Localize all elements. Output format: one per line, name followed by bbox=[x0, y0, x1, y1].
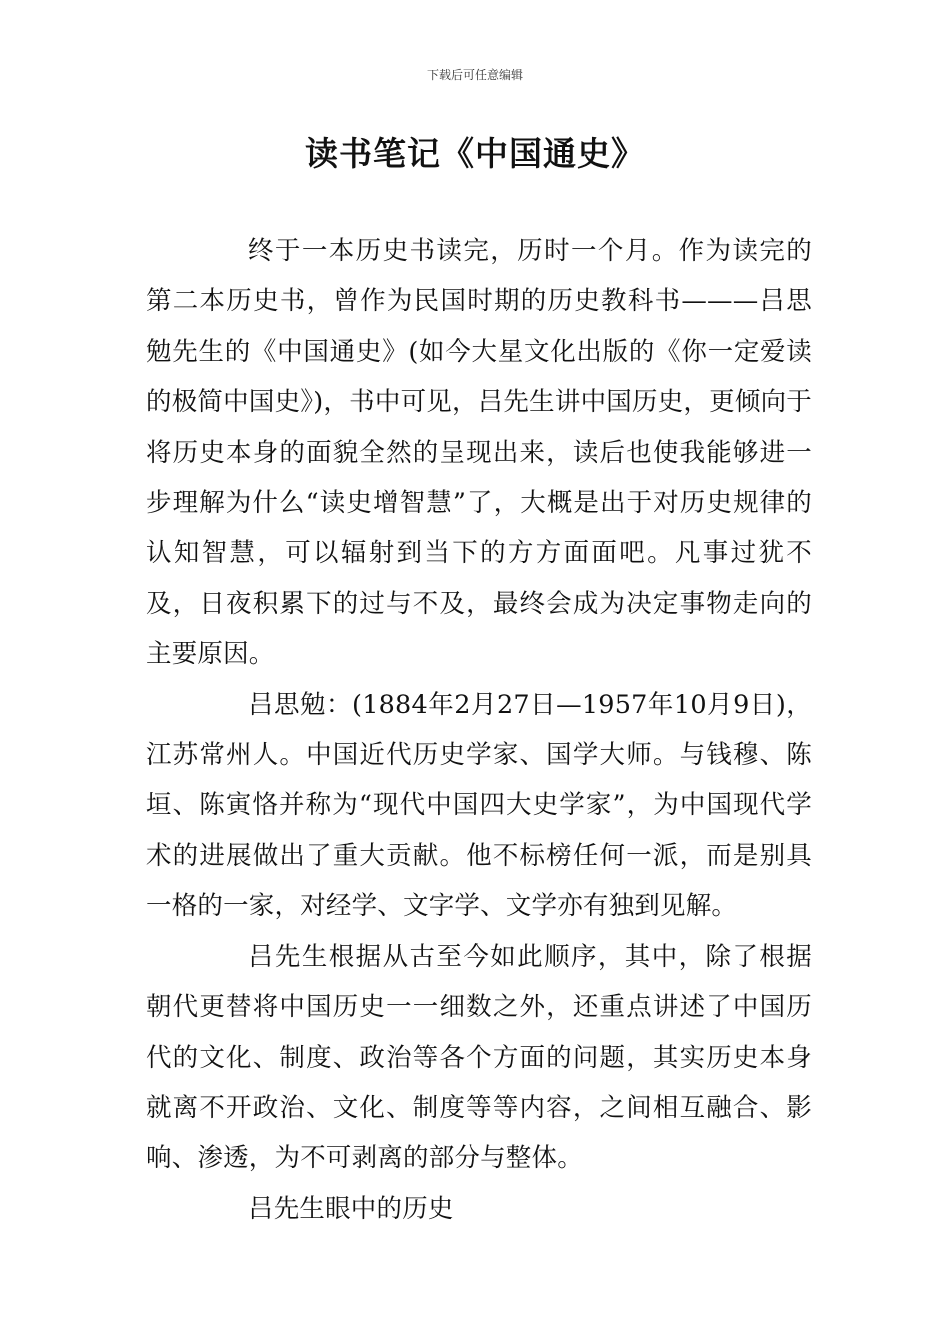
paragraph-section-heading: 吕先生眼中的历史 bbox=[248, 1193, 454, 1224]
paragraph-book-structure: 吕先生根据从古至今如此顺序，其中，除了根据朝代更替将中国历史一一细数之外，还重点讲述了中国历代的文化、制度、政治等各个方面的问题，其实历史本身就离不开政治、文化、制度等等内容，之间相互融合、影响、渗透，为不可剥离的部分与整体。 bbox=[146, 941, 812, 1174]
document-title: 读书笔记《中国通史》 bbox=[305, 134, 645, 173]
paragraph-intro: 终于一本历史书读完，历时一个月。作为读完的第二本历史书，曾作为民国时期的历史教科书———吕思勉先生的《中国通史》(如今大星文化出版的《你一定爱读的极简中国史》)，书中可见，吕先生讲中国历史，更倾向于将历史本身的面貌全然的呈现出来，读后也使我能够进一步理解为什么“读史增智慧”了，大概是出于对历史规律的认知智慧，可以辐射到当下的方方面面吧。凡事过犹不及，日夜积累下的过与不及，最终会成为决定事物走向的主要原因。 bbox=[146, 236, 812, 670]
document-body bbox=[146, 226, 812, 1234]
header-note: 下载后可任意编辑 bbox=[426, 68, 523, 82]
paragraph-author-bio: 吕思勉：(1884年2月27日—1957年10月9日)，江苏常州人。中国近代历史学家、国学大师。与钱穆、陈垣、陈寅恪并称为“现代中国四大史学家”，为中国现代学术的进展做出了重大贡献。他不标榜任何一派，而是别具一格的一家，对经学、文字学、文学亦有独到见解。 bbox=[146, 689, 812, 922]
